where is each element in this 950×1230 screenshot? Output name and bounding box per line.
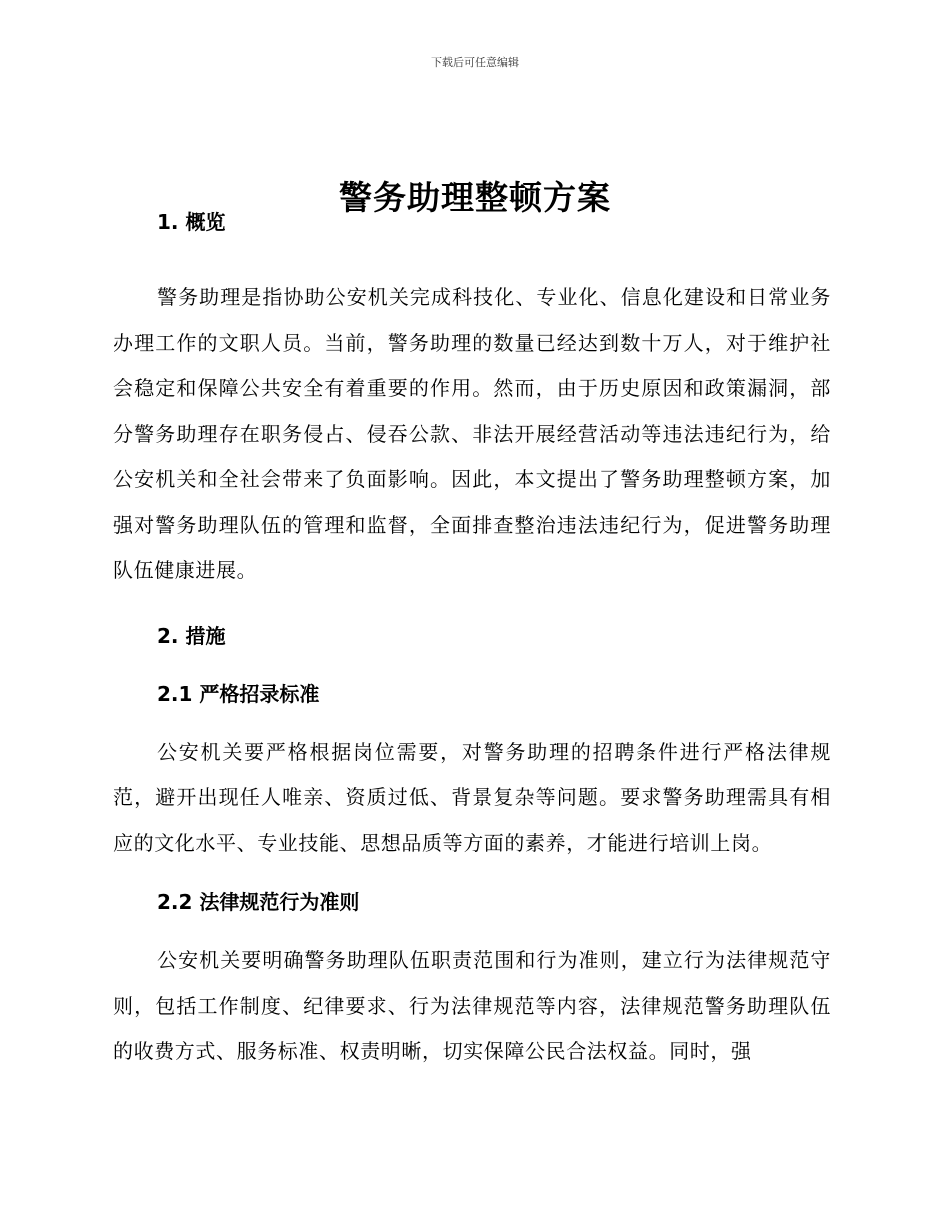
- section-paragraph-recruitment: 公安机关要严格根据岗位需要，对警务助理的招聘条件进行严格法律规范，避开出现任人唯亲、资质过低、背景复杂等问题。要求警务助理需具有相应的文化水平、专业技能、思想品质等方面的素养，才能进行培训上岗。: [113, 739, 831, 855]
- section-heading-recruitment: 2.1 严格招录标准: [157, 681, 320, 706]
- header-note: 下载后可任意编辑: [431, 56, 519, 69]
- section-heading-conduct: 2.2 法律规范行为准则: [157, 890, 360, 914]
- document-title: 警务助理整顿方案: [339, 178, 611, 218]
- document-body: [113, 204, 831, 1075]
- section-heading-overview: 1. 概览: [157, 210, 226, 234]
- section-paragraph-conduct: 公安机关要明确警务助理队伍职责范围和行为准则，建立行为法律规范守则，包括工作制度、纪律要求、行为法律规范等内容，法律规范警务助理队伍的收费方式、服务标准、权责明晰，切实保障公民合法权益。同时，强: [113, 948, 831, 1063]
- section-heading-measures: 2. 措施: [157, 623, 226, 648]
- section-paragraph-overview: 警务助理是指协助公安机关完成科技化、专业化、信息化建设和日常业务办理工作的文职人员。当前，警务助理的数量已经达到数十万人，对于维护社会稳定和保障公共安全有着重要的作用。然而，由于历史原因和政策漏洞，部分警务助理存在职务侵占、侵吞公款、非法开展经营活动等违法违纪行为，给公安机关和全社会带来了负面影响。因此，本文提出了警务助理整顿方案，加强对警务助理队伍的管理和监督，全面排查整治违法违纪行为，促进警务助理队伍健康进展。: [113, 285, 831, 582]
